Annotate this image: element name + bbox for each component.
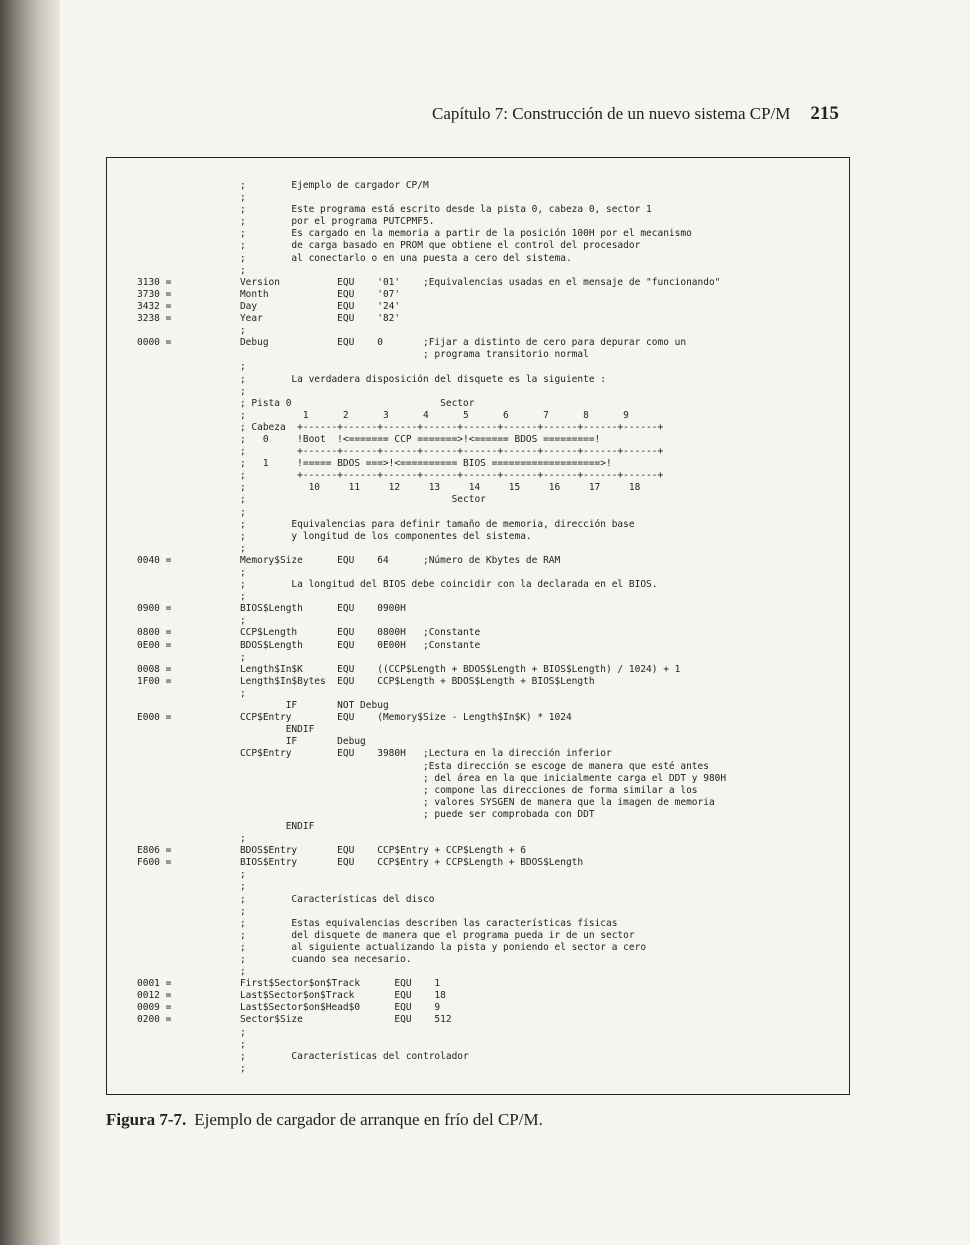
figure-caption bbox=[106, 1110, 543, 1130]
book-spine-shadow bbox=[0, 0, 60, 1245]
running-header bbox=[432, 103, 852, 125]
chapter-title: Capítulo 7: Construcción de un nuevo sistema CP/M bbox=[432, 104, 791, 123]
figure-label: Figura 7-7. bbox=[106, 1110, 187, 1129]
page-number: 215 bbox=[810, 103, 839, 124]
code-listing: ; Ejemplo de cargador CP/M ; ; Este programa está escrito desde la pista 0, cabeza 0, sector 1 ; por el programa PUTCPMF5. ; Es cargado en la memoria a partir de la posición 100H por el mecanismo ; de carga basado en PROM que obtiene el control del procesador ; al conectarlo o en una puesta a cero del sistema. ; 3130 = Version EQU '01' ;Equivalencias usadas en el mensaje de "funcionando" 3730 = Month EQU '07' 3432 = Day EQU '24' 3238 = Year EQU '82' ; 0000 = Debug EQU 0 ;Fijar a distinto de cero para depurar como un ; programa transitorio normal ; ; La verdadera disposición del disquete es la siguiente : ; ; Pista 0 Sector ; 1 2 3 4 5 6 7 8 9 ; Cabeza +------+------+------+------+------+------+------+------+------+ ; 0 !Boot !<======= CCP =======>!<====== BDOS =========! ; +------+------+------+------+------+------+------+------+------+ ; 1 !===== BDOS ===>!<========== BIOS ===================>! ; +------+------+------+------+------+------+------+------+------+ ; 10 11 12 13 14 15 16 17 18 ; Sector ; ; Equivalencias para definir tamaño de memoria, dirección base ; y longitud de los componentes del sistema. ; 0040 = Memory$Size EQU 64 ;Número de Kbytes de RAM ; ; La longitud del BIOS debe coincidir con la declarada en el BIOS. ; 0900 = BIOS$Length EQU 0900H ; 0800 = CCP$Length EQU 0800H ;Constante 0E00 = BDOS$Length EQU 0E00H ;Constante ; 0008 = Length$In$K EQU ((CCP$Length + BDOS$Length + BIOS$Length) / 1024) + 1 1F00 = Length$In$Bytes EQU CCP$Length + BDOS$Length + BIOS$Length ; IF NOT Debug E000 = CCP$Entry EQU (Memory$Size - Length$In$K) * 1024 ENDIF IF Debug CCP$Entry EQU 3980H ;Lectura en la dirección inferior ;Esta dirección se escoge de manera que esté antes ; del área en la que inicialmente carga el DDT y 980H ; compone las direcciones de forma similar a los ; valores SYSGEN de manera que la imagen de memoria ; puede ser comprobada con DDT ENDIF ; E806 = BDOS$Entry EQU CCP$Entry + CCP$Length + 6 F600 = BIOS$Entry EQU CCP$Entry + CCP$Length + BDOS$Length ; ; ; Características del disco ; ; Estas equivalencias describen las características físicas ; del disquete de manera que el programa pueda ir de un sector ; al siguiente actualizando la pista y poniendo el sector a cero ; cuando sea necesario. ; 0001 = First$Sector$on$Track EQU 1 0012 = Last$Sector$on$Track EQU 18 0009 = Last$Sector$on$Head$0 EQU 9 0200 = Sector$Size EQU 512 ; ; ; Características del controlador ; bbox=[137, 180, 727, 1074]
figure-caption-text: Ejemplo de cargador de arranque en frío del CP/M. bbox=[194, 1110, 543, 1129]
